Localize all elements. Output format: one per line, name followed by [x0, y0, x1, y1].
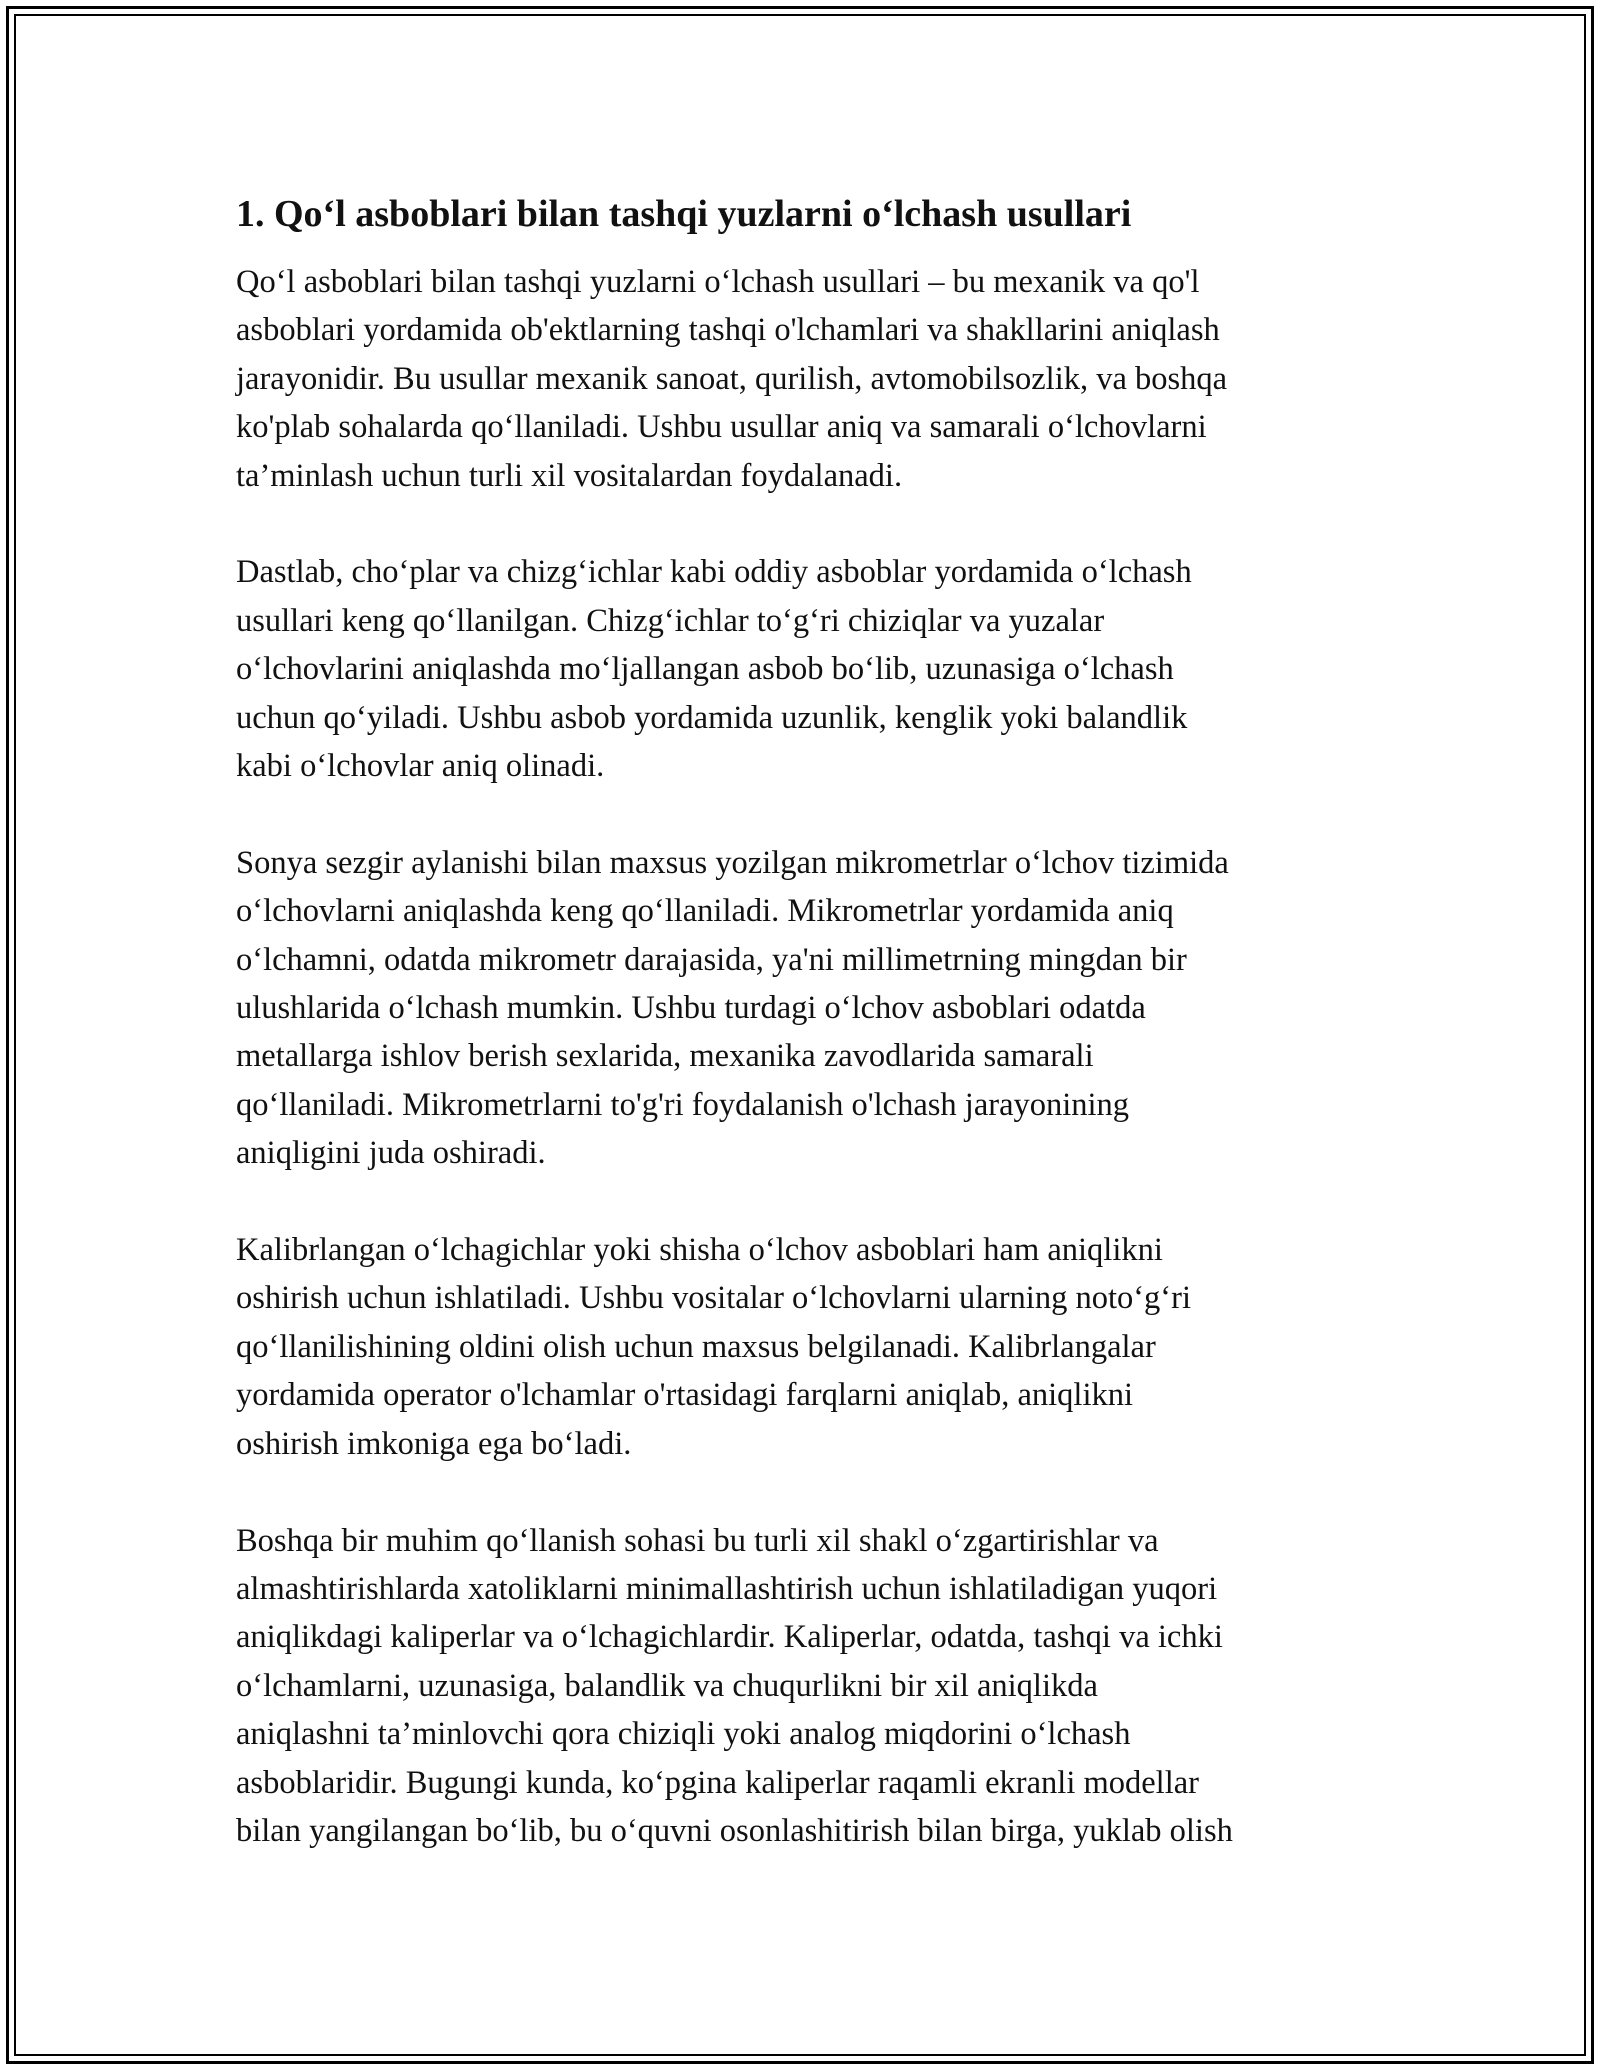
- document-body: [236, 190, 1376, 1904]
- paragraph-calibrated-gauges: Kalibrlangan o‘lchagichlar yoki shisha o‘lchov asboblari ham aniqlikni oshirish uchun ishlatiladi. Ushbu vositalar o‘lchovlarni ularning noto‘g‘ri qo‘llanilishining oldini olish uchun maxsus belgilanadi. Kalibrlangalar yordamida operator o'lchamlar o'rtasidagi farqlarni aniqlab, aniqlikni oshirish imkoniga ega bo‘ladi.: [236, 1232, 1191, 1462]
- paragraph-rulers: Dastlab, cho‘plar va chizg‘ichlar kabi oddiy asboblar yordamida o‘lchash usullari keng qo‘llanilgan. Chizg‘ichlar to‘g‘ri chiziqlar va yuzalar o‘lchovlarini aniqlashda mo‘ljallangan asbob bo‘lib, uzunasiga o‘lchash uchun qo‘yiladi. Ushbu asbob yordamida uzunlik, kenglik yoki balandlik kabi o‘lchovlar aniq olinadi.: [236, 554, 1192, 785]
- paragraph-calipers: Boshqa bir muhim qo‘llanish sohasi bu turli xil shakl o‘zgartirishlar va almashtirishlarda xatoliklarni minimallashtirish uchun ishlatiladigan yuqori aniqlikdagi kaliperlar va o‘lchagichlardir. Kaliperlar, odatda, tashqi va ichki o‘lchamlarni, uzunasiga, balandlik va chuqurlikni bir xil aniqlikda aniqlashni ta’minlovchi qora chiziqli yoki analog miqdorini o‘lchash asboblaridir. Bugungi kunda, ko‘pgina kaliperlar raqamli ekranli modellar bilan yangilangan bo‘lib, bu o‘quvni osonlashitirish bilan birga, yuklab olish: [236, 1522, 1233, 1849]
- section-heading: 1. Qo‘l asboblari bilan tashqi yuzlarni o‘lchash usullari: [236, 193, 1132, 235]
- paragraph-micrometers: Sonya sezgir aylanishi bilan maxsus yozilgan mikrometrlar o‘lchov tizimida o‘lchovlarni aniqlashda keng qo‘llaniladi. Mikrometrlar yordamida aniq o‘lchamni, odatda mikrometr darajasida, ya'ni millimetrning mingdan bir ulushlarida o‘lchash mumkin. Ushbu turdagi o‘lchov asboblari odatda metallarga ishlov berish sexlarida, mexanika zavodlarida samarali qo‘llaniladi. Mikrometrlarni to'g'ri foydalanish o'lchash jarayonining aniqligini juda oshiradi.: [236, 844, 1229, 1172]
- paragraph-intro: Qo‘l asboblari bilan tashqi yuzlarni o‘lchash usullari – bu mexanik va qo'l asboblari yordamida ob'ektlarning tashqi o'lchamlari va shakllarini aniqlash jarayonidir. Bu usullar mexanik sanoat, qurilish, avtomobilsozlik, va boshqa ko'plab sohalarda qo‘llaniladi. Ushbu usullar aniq va samarali o‘lchovlarni ta’minlash uchun turli xil vositalardan foydalanadi.: [236, 264, 1228, 494]
